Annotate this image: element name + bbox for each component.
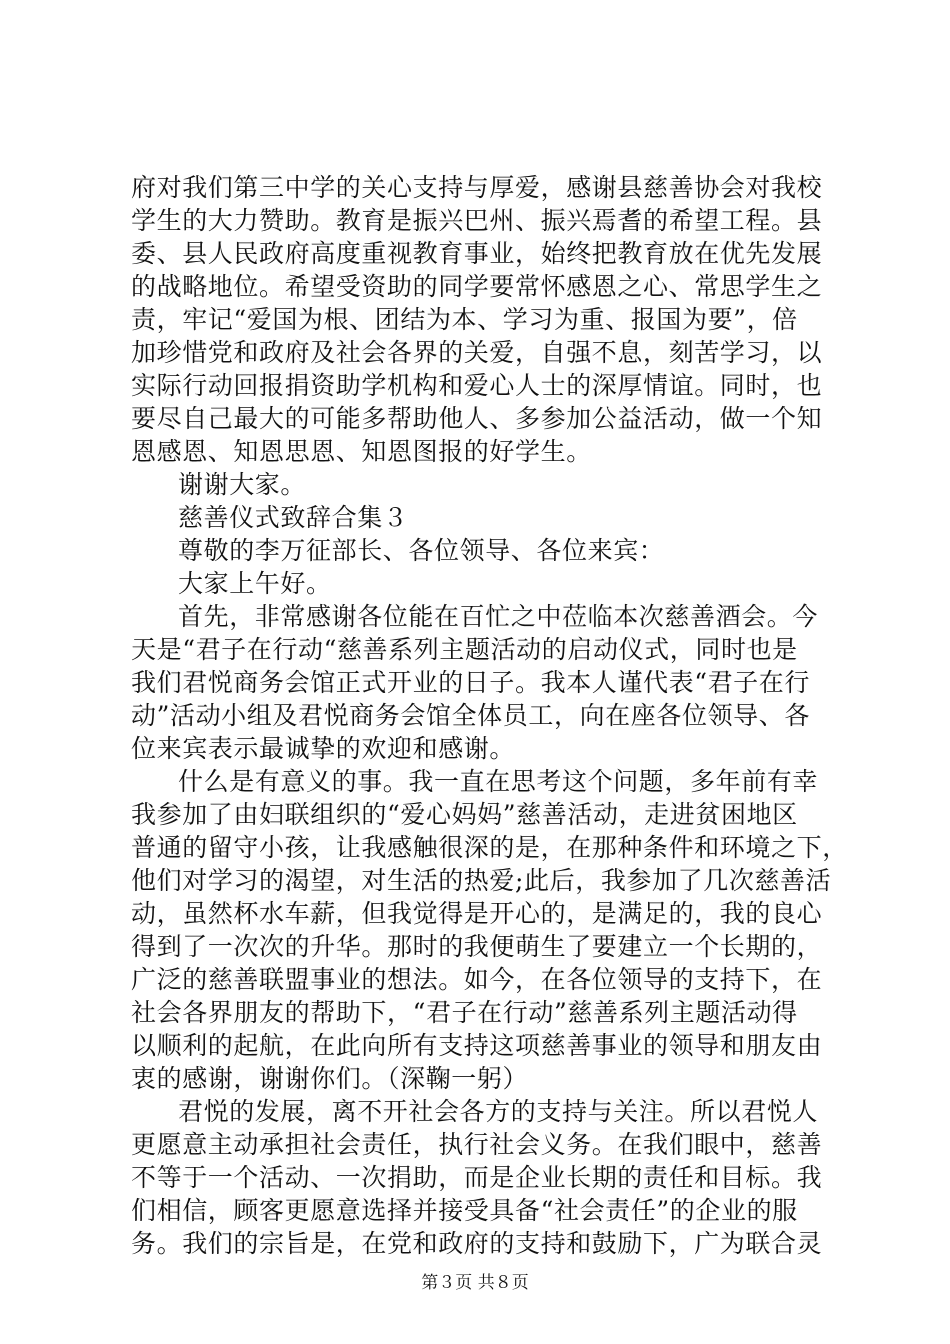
body-text-line: 衷的感谢，谢谢你们。（深鞠一躬） [131, 1064, 529, 1093]
body-text-line: 恩感恩、知恩思恩、知恩图报的好学生。 [131, 437, 592, 466]
section-heading: 慈善仪式致辞合集３ [178, 503, 409, 532]
body-text-line: 要尽自己最大的可能多帮助他人、多参加公益活动，做一个知 [131, 404, 823, 433]
body-text-line: 天是“君子在行动“慈善系列主题活动的启动仪式，同时也是 [131, 635, 798, 664]
body-text-line: 动”活动小组及君悦商务会馆全体员工，向在座各位领导、各 [131, 701, 810, 730]
body-text-line: 学生的大力赞助。教育是振兴巴州、振兴焉耆的希望工程。县 [131, 206, 823, 235]
body-text-line: 首先，非常感谢各位能在百忙之中莅临本次慈善酒会。今 [178, 602, 819, 631]
body-text-line: 普通的留守小孩，让我感触很深的是，在那种条件和环境之下， [131, 833, 848, 862]
body-text-line: 什么是有意义的事。我一直在思考这个问题，多年前有幸 [178, 767, 819, 796]
body-text-line: 不等于一个活动、一次捐助，而是企业长期的责任和目标。我 [131, 1163, 823, 1192]
body-text-line: 动，虽然杯水车薪，但我觉得是开心的，是满足的，我的良心 [131, 899, 823, 928]
body-text-line: 府对我们第三中学的关心支持与厚爱，感谢县慈善协会对我校 [131, 173, 823, 202]
body-text-line: 责，牢记“爱国为根、团结为本、学习为重、报国为要”，倍 [131, 305, 798, 334]
body-text-line: 以顺利的起航，在此向所有支持这项慈善事业的领导和朋友由 [131, 1031, 823, 1060]
body-text-line: 我参加了由妇联组织的“爱心妈妈”慈善活动，走进贫困地区 [131, 800, 798, 829]
closing-line: 谢谢大家。 [178, 470, 307, 499]
body-text-line: 委、县人民政府高度重视教育事业，始终把教育放在优先发展 [131, 239, 823, 268]
body-text-line: 务。我们的宗旨是，在党和政府的支持和鼓励下，广为联合灵 [131, 1229, 823, 1258]
body-text-line: 的战略地位。希望受资助的同学要常怀感恩之心、常思学生之 [131, 272, 823, 301]
body-text-line: 广泛的慈善联盟事业的想法。如今，在各位领导的支持下，在 [131, 965, 823, 994]
body-text-line: 实际行动回报捐资助学机构和爱心人士的深厚情谊。同时，也 [131, 371, 823, 400]
body-text-line: 得到了一次次的升华。那时的我便萌生了要建立一个长期的， [131, 932, 823, 961]
body-text-line: 们相信，顾客更愿意选择并接受具备“社会责任”的企业的服 [131, 1196, 798, 1225]
body-text-line: 君悦的发展，离不开社会各方的支持与关注。所以君悦人 [178, 1097, 819, 1126]
body-text-line: 他们对学习的渴望，对生活的热爱;此后，我参加了几次慈善活 [131, 866, 832, 895]
salutation: 尊敬的李万征部长、各位领导、各位来宾： [178, 536, 665, 565]
body-text-line: 社会各界朋友的帮助下，“君子在行动”慈善系列主题活动得 [131, 998, 798, 1027]
body-text-line: 加珍惜党和政府及社会各界的关爱，自强不息，刻苦学习，以 [131, 338, 823, 367]
greeting: 大家上午好。 [178, 569, 332, 598]
page-number-footer: 第３页 共８页 [421, 1273, 529, 1293]
body-text-line: 更愿意主动承担社会责任，执行社会义务。在我们眼中，慈善 [131, 1130, 823, 1159]
body-text-line: 位来宾表示最诚挚的欢迎和感谢。 [131, 734, 516, 763]
body-text-line: 我们君悦商务会馆正式开业的日子。我本人谨代表“君子在行 [131, 668, 810, 697]
